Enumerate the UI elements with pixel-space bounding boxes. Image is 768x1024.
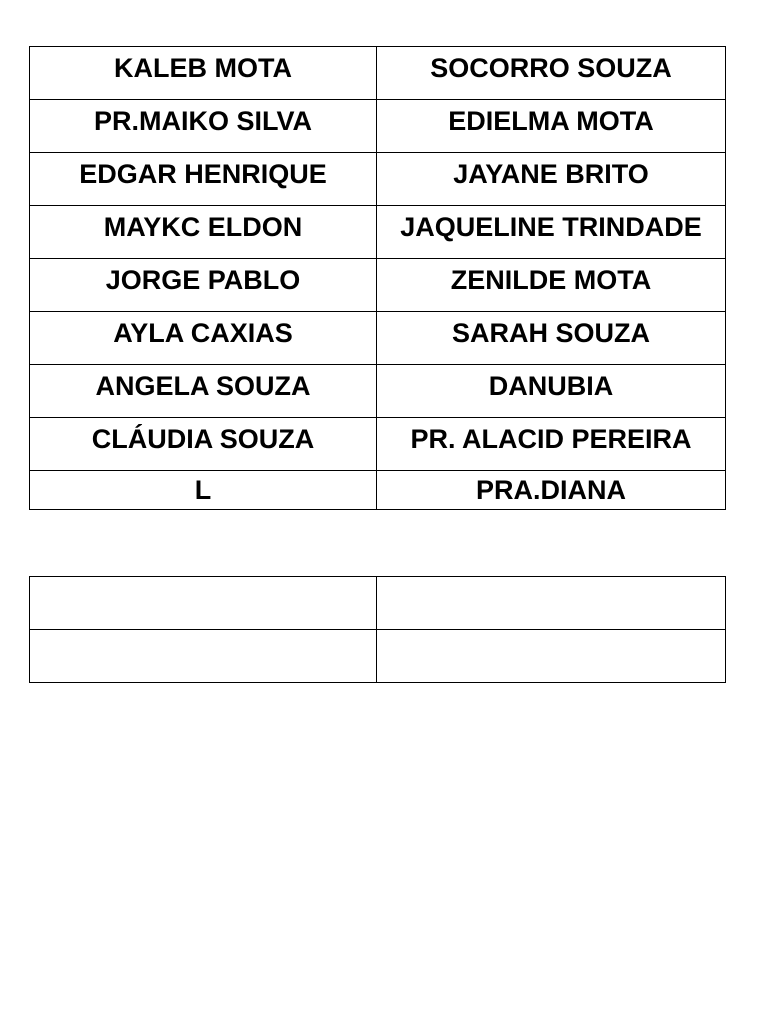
blank-table	[29, 576, 726, 683]
table-row	[30, 418, 726, 471]
table-row	[30, 259, 726, 312]
table-row	[30, 153, 726, 206]
name-cell: ANGELA SOUZA	[30, 365, 377, 418]
name-cell: ZENILDE MOTA	[377, 259, 726, 312]
names-table	[29, 46, 726, 510]
name-cell: PRA.DIANA	[377, 471, 726, 510]
name-cell: DANUBIA	[377, 365, 726, 418]
name-cell: MAYKC ELDON	[30, 206, 377, 259]
empty-cell	[377, 630, 726, 683]
table-row	[30, 577, 726, 630]
table-row	[30, 630, 726, 683]
name-cell: PR.MAIKO SILVA	[30, 100, 377, 153]
name-cell: SARAH SOUZA	[377, 312, 726, 365]
name-cell: JORGE PABLO	[30, 259, 377, 312]
name-cell: JAQUELINE TRINDADE	[377, 206, 726, 259]
name-cell: SOCORRO SOUZA	[377, 47, 726, 100]
table-row	[30, 471, 726, 510]
name-cell: L	[30, 471, 377, 510]
name-cell: KALEB MOTA	[30, 47, 377, 100]
table-row	[30, 312, 726, 365]
name-cell: JAYANE BRITO	[377, 153, 726, 206]
name-cell: EDGAR HENRIQUE	[30, 153, 377, 206]
name-cell: CLÁUDIA SOUZA	[30, 418, 377, 471]
table-row	[30, 100, 726, 153]
table-row	[30, 365, 726, 418]
empty-cell	[30, 630, 377, 683]
empty-cell	[30, 577, 377, 630]
name-cell: AYLA CAXIAS	[30, 312, 377, 365]
name-cell: EDIELMA MOTA	[377, 100, 726, 153]
table-row	[30, 47, 726, 100]
name-cell: PR. ALACID PEREIRA	[377, 418, 726, 471]
table-row	[30, 206, 726, 259]
empty-cell	[377, 577, 726, 630]
